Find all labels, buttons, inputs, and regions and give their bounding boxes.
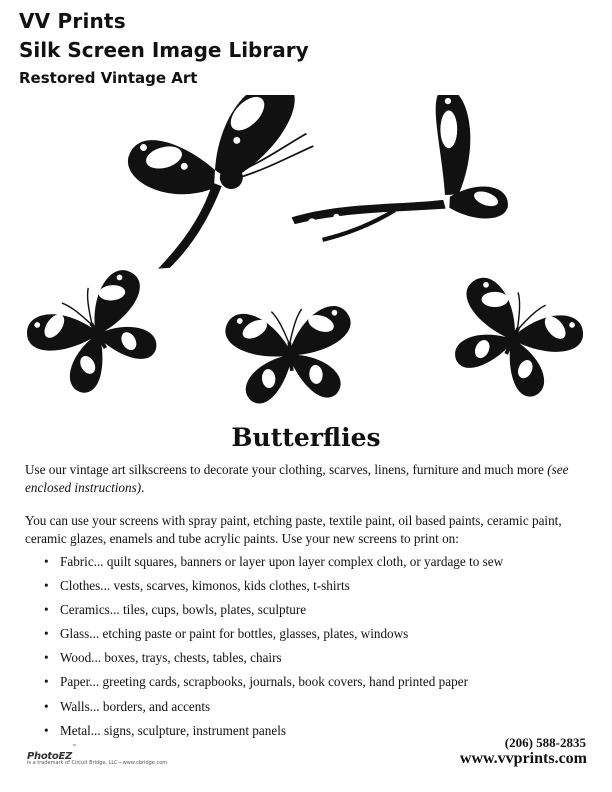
trademark-note: is a trademark of Circuit Bridge, LLC—www.cbridge.com	[27, 760, 168, 766]
usage-paragraph: You can use your screens with spray paint, etching paste, textile paint, oil based paints, ceramic paint, ceramic glazes, enamels and tube acrylic paints. Use your new screens to print on:	[25, 513, 562, 546]
intro-paragraph	[25, 461, 585, 496]
list-item: • Ceramics... tiles, cups, bowls, plates, sculpture	[44, 601, 503, 625]
page-title: Butterflies	[231, 423, 381, 452]
list-item: • Clothes... vests, scarves, kimonos, kids clothes, t-shirts	[44, 577, 503, 601]
list-item: • Wood... boxes, trays, chests, tables, chairs	[44, 649, 503, 673]
list-item: • Glass... etching paste or paint for bottles, glasses, plates, windows	[44, 625, 503, 649]
butterflies-illustration	[0, 95, 612, 425]
subtitle: Restored Vintage Art	[19, 69, 198, 87]
list-item: • Fabric... quilt squares, banners or layer upon layer complex cloth, or yardage to sew	[44, 553, 503, 577]
list-item: • Paper... greeting cards, scrapbooks, journals, book covers, hand printed paper	[44, 673, 503, 697]
brand-title: VV Prints	[19, 9, 126, 33]
list-item: • Metal... signs, sculpture, instrument panels	[44, 722, 503, 746]
website-link[interactable]: www.vvprints.com	[459, 750, 587, 767]
list-item: • Walls... borders, and accents	[44, 698, 503, 722]
logo-tm: ™	[71, 744, 77, 750]
logo-text: PhotoEZ	[27, 751, 72, 762]
intro-end: .	[141, 479, 145, 495]
phone-number: (206) 588-2835	[504, 735, 586, 750]
intro-italic: (see enclosed instructions)	[25, 462, 569, 495]
intro-text: Use our vintage art silkscreens to decorate your clothing, scarves, linens, furniture and much more	[25, 462, 548, 477]
library-title: Silk Screen Image Library	[19, 38, 309, 62]
uses-list	[44, 553, 503, 746]
